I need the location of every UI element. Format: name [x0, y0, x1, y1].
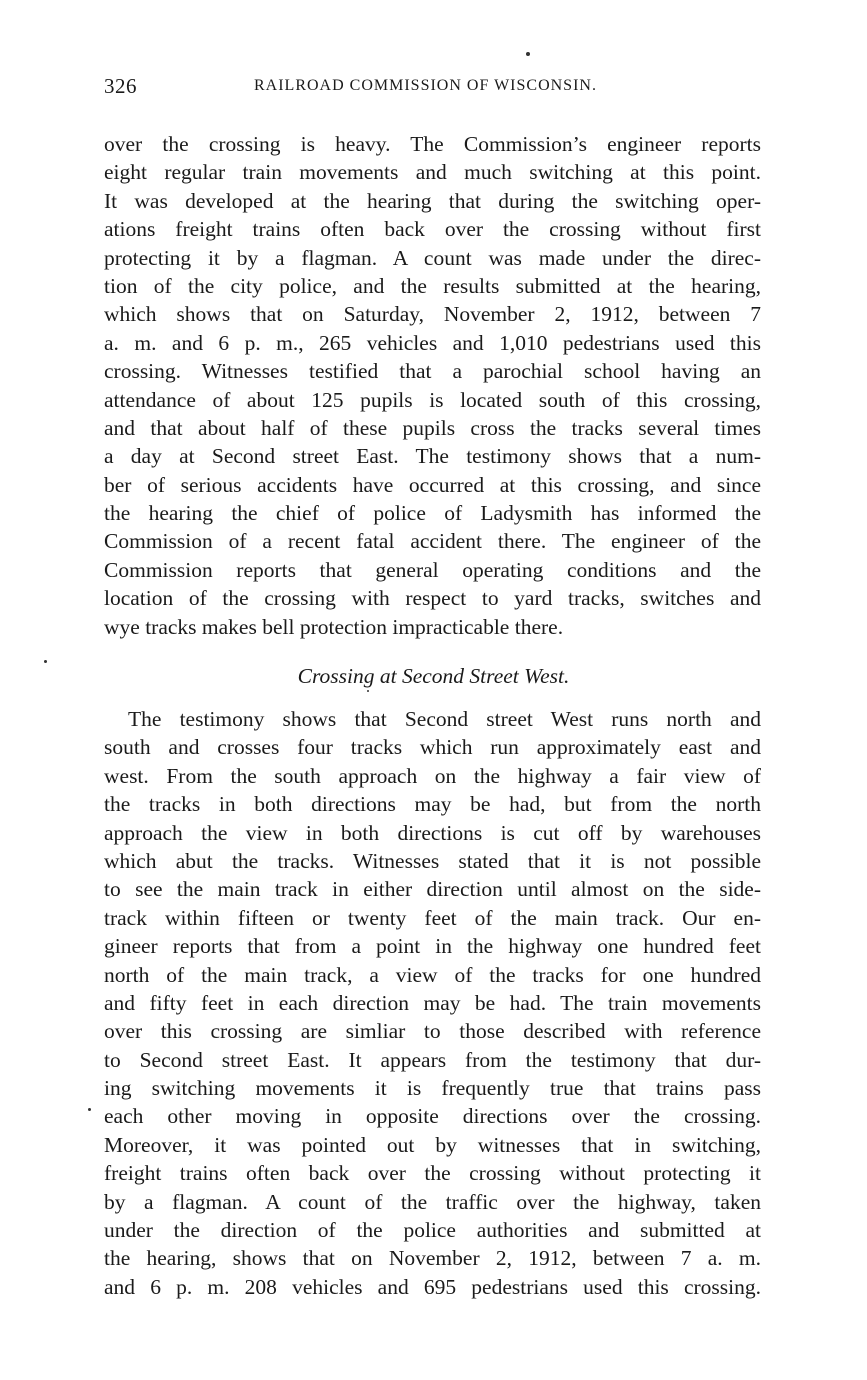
- text-line: gineer reports that from a point in the highway one hundred feet: [104, 934, 761, 959]
- text-line: by a flagman. A count of the traffic over the highway, taken: [104, 1189, 761, 1214]
- text-line: wye tracks makes bell protection impracticable there.: [104, 614, 564, 639]
- text-line: and that about half of these pupils cross the tracks several times: [104, 415, 761, 440]
- text-line: protecting it by a flagman. A count was made under the direc-: [104, 245, 761, 270]
- paragraph-1: [104, 130, 761, 641]
- text-line: The testimony shows that Second street West runs north and: [128, 707, 761, 731]
- text-line: over this crossing are simliar to those described with reference: [104, 1019, 761, 1044]
- text-line: under the direction of the police authorities and submitted at: [104, 1218, 761, 1243]
- text-line: Moreover, it was pointed out by witnesses that in switching,: [104, 1132, 761, 1157]
- paragraph-2: [104, 705, 761, 1301]
- page-number: 326: [104, 74, 137, 98]
- text-line: crossing. Witnesses testified that a parochial school having an: [104, 359, 761, 384]
- text-line: north of the main track, a view of the tracks for one hundred: [104, 962, 761, 987]
- text-line: Commission of a recent fatal accident there. The engineer of the: [104, 529, 761, 554]
- text-line: to see the main track in either direction until almost on the side-: [104, 877, 761, 902]
- text-line: ations freight trains often back over the crossing without first: [104, 217, 761, 242]
- text-line: and 6 p. m. 208 vehicles and 695 pedestrians used this crossing.: [104, 1274, 761, 1299]
- section-heading: Crossing at Second Street West.: [297, 664, 570, 688]
- text-line: each other moving in opposite directions over the crossing.: [104, 1104, 761, 1129]
- text-line: track within fifteen or twenty feet of the main track. Our en-: [104, 905, 761, 930]
- print-speck: [526, 52, 530, 56]
- text-line: Commission reports that general operating conditions and the: [104, 557, 761, 582]
- text-line: a day at Second street East. The testimony shows that a num-: [104, 444, 761, 469]
- text-line: south and crosses four tracks which run approximately east and: [104, 735, 761, 760]
- text-line: the hearing, shows that on November 2, 1912, between 7 a. m.: [104, 1246, 761, 1271]
- text-line: to Second street East. It appears from the testimony that dur-: [104, 1047, 761, 1072]
- text-line: which shows that on Saturday, November 2, 1912, between 7: [104, 302, 761, 327]
- text-line: ber of serious accidents have occurred at this crossing, and since: [104, 472, 761, 497]
- header-title: RAILROAD COMMISSION OF WISCONSIN.: [254, 77, 597, 94]
- text-line: over the crossing is heavy. The Commission’s engineer reports: [104, 132, 761, 156]
- text-line: freight trains often back over the crossing without protecting it: [104, 1161, 761, 1186]
- text-line: and fifty feet in each direction may be had. The train movements: [104, 990, 761, 1015]
- text-line: a. m. and 6 p. m., 265 vehicles and 1,010 pedestrians used this: [104, 330, 761, 355]
- text-line: location of the crossing with respect to yard tracks, switches and: [104, 586, 761, 611]
- text-line: eight regular train movements and much switching at this point.: [104, 160, 761, 185]
- print-speck: [367, 690, 369, 692]
- text-line: which abut the tracks. Witnesses stated that it is not possible: [104, 848, 761, 873]
- text-line: approach the view in both directions is cut off by warehouses: [104, 820, 761, 845]
- text-line: ing switching movements it is frequently true that trains pass: [104, 1076, 761, 1101]
- print-speck: [44, 660, 47, 663]
- text-line: attendance of about 125 pupils is located south of this crossing,: [104, 387, 761, 412]
- text-line: the hearing the chief of police of Ladysmith has informed the: [104, 501, 761, 526]
- running-head: [104, 74, 764, 104]
- text-line: It was developed at the hearing that during the switching oper-: [104, 188, 761, 213]
- text-line: the tracks in both directions may be had, but from the north: [104, 792, 761, 817]
- text-line: west. From the south approach on the highway a fair view of: [104, 763, 761, 788]
- print-speck: [88, 1108, 91, 1111]
- text-line: tion of the city police, and the results submitted at the hearing,: [104, 273, 761, 298]
